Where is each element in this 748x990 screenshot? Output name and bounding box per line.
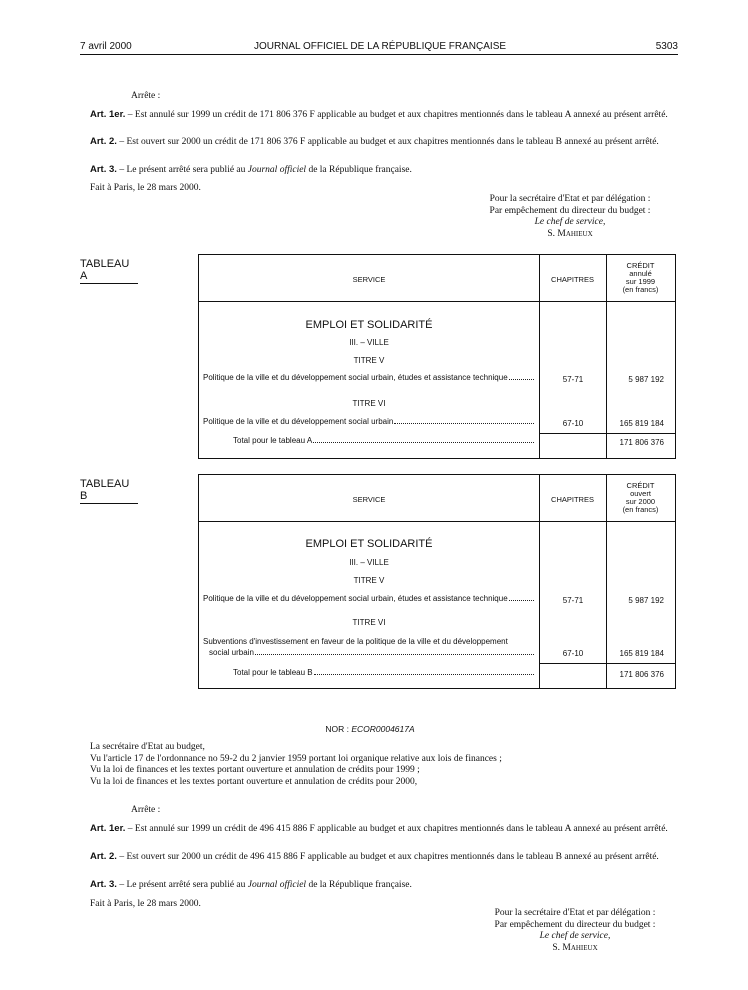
leader-dots [314,673,534,675]
column-header-line: annulé [629,269,652,278]
titre-heading: TITRE V [353,356,385,365]
signature-line: Pour la secrétaire d'Etat et par délégation : [489,194,651,204]
column-header-line: (en francs) [622,505,659,514]
chapter-cell: 57-71 [562,596,584,605]
column-header-chapitres: CHAPITRES [551,275,594,284]
article-text: – Est ouvert sur 2000 un crédit de 496 415 886 F applicable au budget et aux chapitres mentionnés dans le tableau B annexé au présent arrêté. [116,852,659,862]
arrete-heading: Arrête : [131,91,161,101]
column-header-line: ouvert [630,489,651,498]
column-header-credit [606,262,675,294]
tableau-a [198,254,676,459]
table-row [209,648,535,657]
total-row [233,436,535,445]
header-date: 7 avril 2000 [80,41,132,52]
signature-line: Par empêchement du directeur du budget : [489,205,651,216]
signature-line: Le chef de service, [539,931,611,941]
section-heading: III. – VILLE [349,558,389,567]
row-label-line: Subventions d'investissement en faveur de la politique de la ville et du développement [203,637,508,646]
signature-line: Par empêchement du directeur du budget : [494,919,656,930]
visa-line: Vu la loi de finances et les textes portant ouverture et annulation de crédits pour 1999 ; [90,765,420,775]
ministry-heading: EMPLOI ET SOLIDARITÉ [305,319,433,331]
amount-cell: 5 987 192 [628,596,664,605]
article-text: de la République française. [306,880,412,890]
article-text: – Est annulé sur 1999 un crédit de 171 806 376 F applicable au budget et aux chapitres mentionnés dans le tableau A annexé au présent arrêté. [125,110,668,120]
leader-dots [509,599,534,601]
signatory-name: S. Mahieux [552,942,598,953]
signature-block [445,908,705,954]
tableau-b [198,474,676,689]
column-header-line: sur 1999 [625,277,656,286]
column-header-line: CRÉDIT [626,481,655,490]
total-amount: 171 806 376 [619,670,664,679]
titre-heading: TITRE V [353,576,385,585]
titre-heading: TITRE VI [352,399,386,408]
leader-dots [509,378,534,380]
row-label: Politique de la ville et du développement social urbain, études et assistance technique [203,594,508,603]
table-row [203,417,535,426]
visa-line: La secrétaire d'Etat au budget, [90,742,205,752]
leader-dots [313,441,534,443]
column-header-service: SERVICE [352,275,386,284]
nor-label: NOR : [325,724,352,734]
titre-heading: TITRE VI [352,618,386,627]
tableau-b-label: TABLEAU B [80,478,138,504]
leader-dots [255,653,534,655]
journal-name: Journal officiel [247,880,307,890]
amount-cell: 165 819 184 [619,419,664,428]
header-title: JOURNAL OFFICIEL DE LA RÉPUBLIQUE FRANÇAISE [253,41,507,52]
journal-name: Journal officiel [247,165,307,175]
article-3 [80,879,678,892]
row-label: Total pour le tableau A [233,436,313,445]
fait-a-paris: Fait à Paris, le 28 mars 2000. [90,899,201,909]
header-divider [199,521,675,522]
article-text: de la République française. [306,165,412,175]
fait-a-paris: Fait à Paris, le 28 mars 2000. [90,183,201,193]
ministry-heading: EMPLOI ET SOLIDARITÉ [305,538,433,550]
column-header-chapitres: CHAPITRES [551,495,594,504]
article-label: Art. 2. [90,136,117,147]
visa-line: Vu l'article 17 de l'ordonnance no 59-2 du 2 janvier 1959 portant loi organique relative aux lois de finances ; [90,753,502,764]
article-text: – Est annulé sur 1999 un crédit de 496 415 886 F applicable au budget et aux chapitres mentionnés dans le tableau A annexé au présent arrêté. [125,824,668,834]
header-rule [80,54,678,55]
visas [90,742,680,788]
tableau-a-label: TABLEAU A [80,258,138,284]
total-amount: 171 806 376 [619,438,664,447]
nor-code: ECOR0004617A [351,724,415,734]
article-2 [80,851,678,864]
column-header-credit [606,482,675,514]
article-label: Art. 3. [90,879,117,890]
article-2 [80,136,678,149]
article-3 [80,164,678,177]
article-label: Art. 3. [90,164,117,175]
column-header-service: SERVICE [352,495,386,504]
amount-cell: 5 987 192 [628,375,664,384]
chapter-cell: 67-10 [562,649,584,658]
signatory-name: S. Mahieux [547,228,593,239]
article-label: Art. 1er. [90,109,126,120]
chapter-cell: 67-10 [562,419,584,428]
header-divider [199,301,675,302]
row-label: Politique de la ville et du développement social urbain [203,417,394,426]
column-header-line: sur 2000 [625,497,656,506]
row-label: Politique de la ville et du développement social urbain, études et assistance technique [203,373,508,382]
article-text: – Le présent arrêté sera publié au [116,880,248,890]
article-1 [80,823,678,836]
leader-dots [394,422,534,424]
article-text: – Le présent arrêté sera publié au [116,165,248,175]
chapter-cell: 57-71 [562,375,584,384]
row-label: social urbain [209,648,254,657]
table-row [203,594,535,603]
signature-block [440,194,700,240]
arrete-heading: Arrête : [131,805,161,815]
total-row [233,668,535,677]
article-label: Art. 1er. [90,823,126,834]
signature-line: Le chef de service, [534,217,606,227]
article-text: – Est ouvert sur 2000 un crédit de 171 806 376 F applicable au budget et aux chapitres mentionnés dans le tableau B annexé au présent arrêté. [116,137,659,147]
table-row [203,373,535,382]
total-divider [539,433,675,434]
article-1 [80,109,678,122]
row-label: Total pour le tableau B [233,668,313,677]
column-header-line: CRÉDIT [626,261,655,270]
section-heading: III. – VILLE [349,338,389,347]
amount-cell: 165 819 184 [619,649,664,658]
total-divider [539,663,675,664]
signature-line: Pour la secrétaire d'Etat et par délégation : [494,908,656,918]
nor-reference [200,724,540,734]
column-header-line: (en francs) [622,285,659,294]
visa-line: Vu la loi de finances et les textes portant ouverture et annulation de crédits pour 2000, [90,776,418,787]
header-page-number: 5303 [655,41,678,52]
article-label: Art. 2. [90,851,117,862]
